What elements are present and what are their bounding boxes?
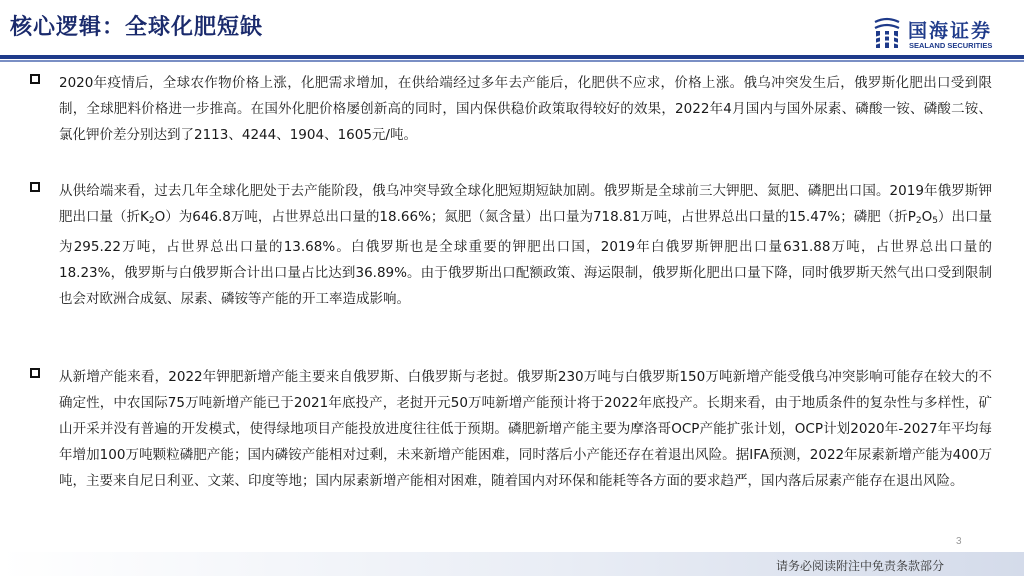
header-divider	[0, 55, 1024, 62]
footer-disclaimer: 请务必阅读附注中免责条款部分	[776, 559, 945, 573]
bullet-text: 2020年疫情后，全球农作物价格上涨，化肥需求增加，在供给端经过多年去产能后，化肥供不应求，价格上涨。俄乌冲突发生后，俄罗斯化肥出口受到限制，全球肥料价格进一步推高。在国外化肥价格屡创新高的同时，国内保供稳价政策取得较好的效果，2022年4月国内与国外尿素、磷酸一铵、磷酸二铵、氯化钾价差分别达到了2113、4244、1904、1605元/吨。	[59, 75, 992, 143]
bullet-text: 从供给端来看，过去几年全球化肥处于去产能阶段，俄乌冲突导致全球化肥短期短缺加剧。俄罗斯是全球前三大钾肥、氮肥、磷肥出口国。2019年俄罗斯钾肥出口量（折$K_2O$）为646.8万吨，占世界总出口量的18.66%；氮肥（氮含量）出口量为718.81万吨，占世界总出口量的15.47%；磷肥（折$P_2O_5$）出口量为295.22万吨，占世界总出口量的13.68%。白俄罗斯也是全球重要的钾肥出口国，2019年白俄罗斯钾肥出口量631.88万吨，占世界总出口量的18.23%，俄罗斯与白俄罗斯合计出口量占比达到36.89%。由于俄罗斯出口配额政策、海运限制，俄罗斯化肥出口量下降，同时俄罗斯天然气出口受到限制也会对欧洲合成氨、尿素、磷铵等产能的开工率造成影响。	[59, 183, 992, 307]
bullet-text: 从新增产能来看，2022年钾肥新增产能主要来自俄罗斯、白俄罗斯与老挝。俄罗斯230万吨与白俄罗斯150万吨新增产能受俄乌冲突影响可能存在较大的不确定性，中农国际75万吨新增产能已于2021年底投产，老挝开元50万吨新增产能预计将于2022年底投产。长期来看，由于地质条件的复杂性与多样性，矿山开采并没有普遍的开发模式，使得绿地项目产能投放进度往往低于预期。磷肥新增产能主要为摩洛哥OCP产能扩张计划，OCP计划2020年-2027年平均每年增加100万吨颗粒磷肥产能；国内磷铵产能相对过剩，未来新增产能困难，同时落后小产能还存在着退出风险。据IFA预测，2022年尿素新增产能为400万吨，主要来自尼日利亚、文莱、印度等地；国内尿素新增产能相对困难，随着国内对环保和能耗等各方面的要求趋严，国内落后尿素产能存在退出风险。	[59, 369, 992, 489]
sealand-logo	[872, 14, 1018, 56]
page-number: 3	[956, 536, 962, 547]
logo-subtitle: SEALAND SECURITIES	[909, 41, 993, 50]
square-bullet-icon	[30, 74, 40, 84]
square-bullet-icon	[30, 368, 40, 378]
square-bullet-icon	[30, 182, 40, 192]
page-title: 核心逻辑：全球化肥短缺	[10, 15, 264, 40]
logo-name: 国海证券	[908, 20, 993, 42]
sealand-logo-icon	[872, 16, 902, 50]
